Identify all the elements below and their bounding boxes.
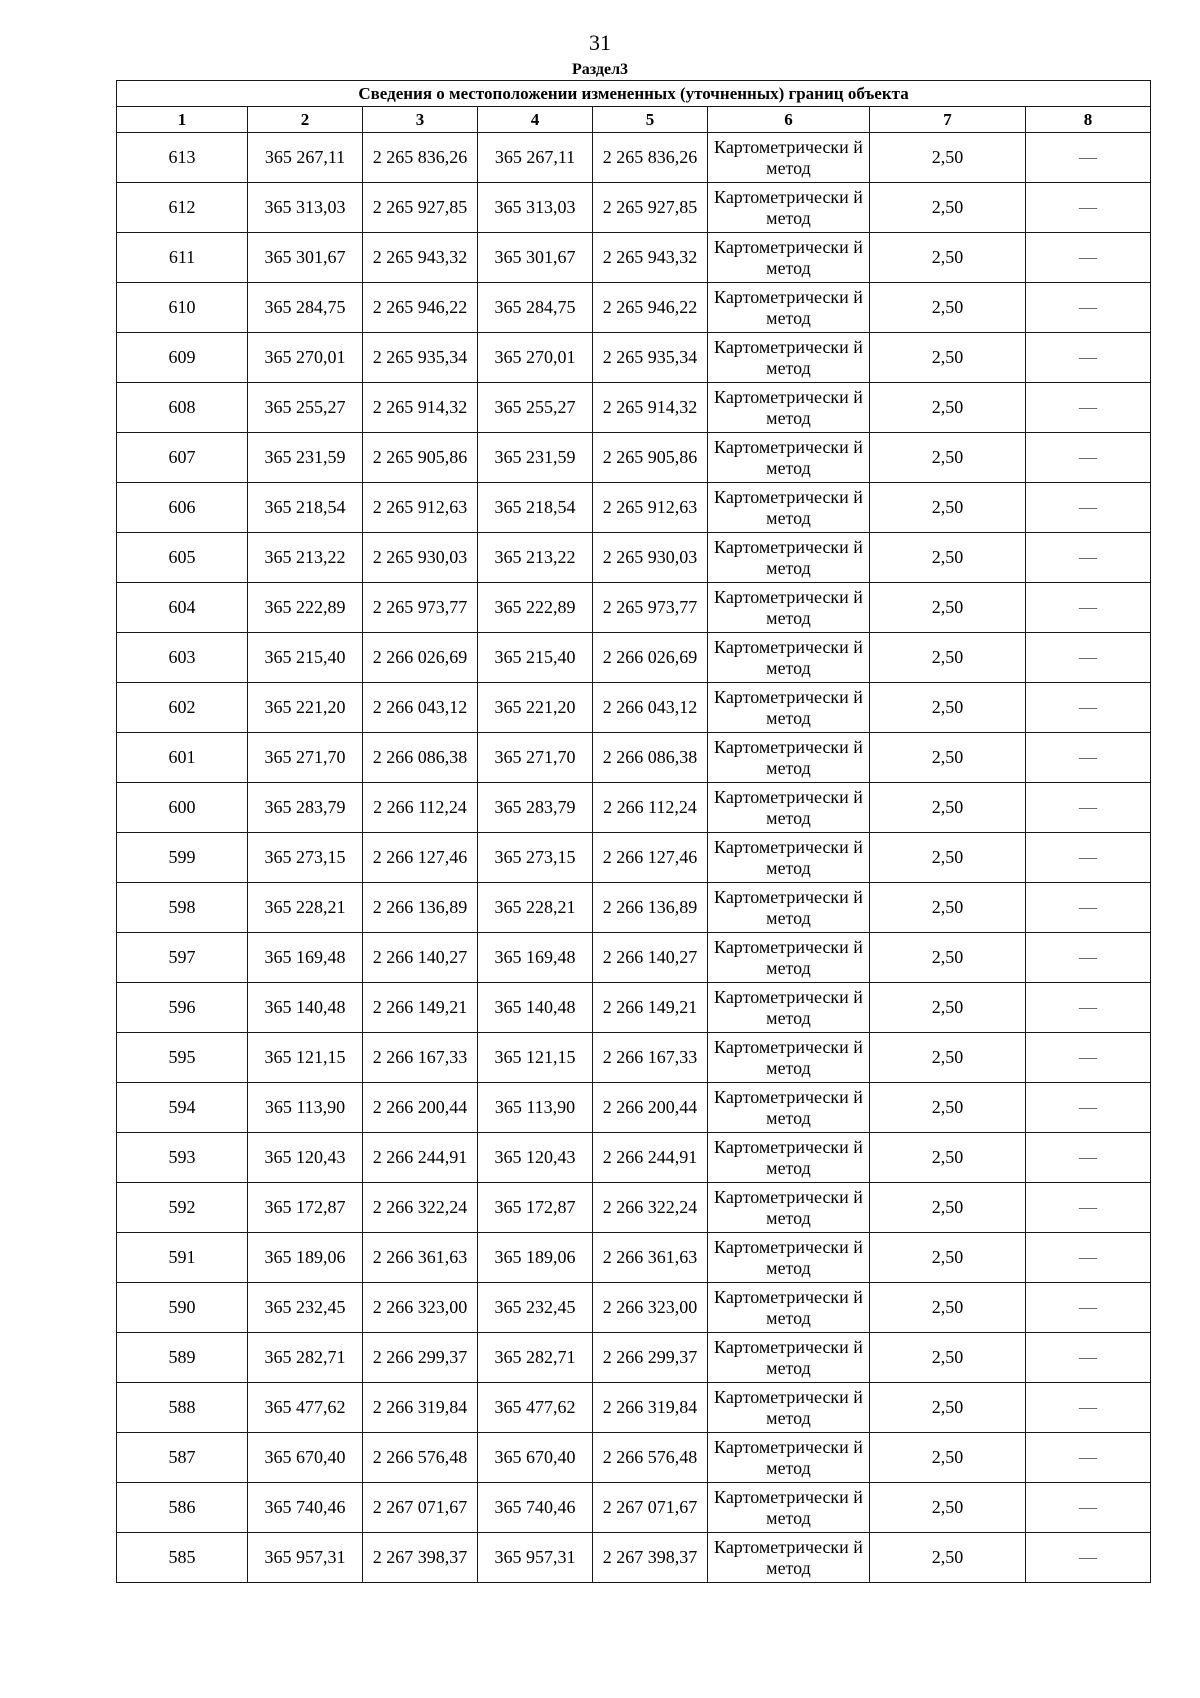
y-refined-cell: 2 265 973,77 — [593, 583, 708, 633]
table-title: Сведения о местоположении измененных (уточненных) границ объекта — [117, 81, 1151, 107]
method-cell: Картометрически й метод — [708, 133, 870, 183]
x-existing-cell: 365 273,15 — [248, 833, 363, 883]
table-row — [117, 1233, 1151, 1283]
accuracy-cell: 2,50 — [870, 333, 1026, 383]
x-existing-cell: 365 140,48 — [248, 983, 363, 1033]
method-cell: Картометрически й метод — [708, 1183, 870, 1233]
x-refined-cell: 365 313,03 — [478, 183, 593, 233]
method-cell: Картометрически й метод — [708, 933, 870, 983]
x-refined-cell: 365 231,59 — [478, 433, 593, 483]
point-number-cell: 612 — [117, 183, 248, 233]
accuracy-cell: 2,50 — [870, 133, 1026, 183]
point-number-cell: 609 — [117, 333, 248, 383]
x-existing-cell: 365 267,11 — [248, 133, 363, 183]
accuracy-cell: 2,50 — [870, 583, 1026, 633]
y-existing-cell: 2 266 167,33 — [363, 1033, 478, 1083]
method-cell: Картометрически й метод — [708, 1083, 870, 1133]
x-existing-cell: 365 670,40 — [248, 1433, 363, 1483]
y-refined-cell: 2 265 927,85 — [593, 183, 708, 233]
method-cell: Картометрически й метод — [708, 183, 870, 233]
description-cell: — — [1026, 533, 1151, 583]
description-cell: — — [1026, 433, 1151, 483]
description-cell: — — [1026, 733, 1151, 783]
accuracy-cell: 2,50 — [870, 1483, 1026, 1533]
method-cell: Картометрически й метод — [708, 433, 870, 483]
point-number-cell: 603 — [117, 633, 248, 683]
table-row — [117, 1533, 1151, 1583]
table-row — [117, 283, 1151, 333]
x-existing-cell: 365 232,45 — [248, 1283, 363, 1333]
point-number-cell: 587 — [117, 1433, 248, 1483]
y-refined-cell: 2 266 127,46 — [593, 833, 708, 883]
method-cell: Картометрически й метод — [708, 1483, 870, 1533]
table-row — [117, 633, 1151, 683]
table-row — [117, 383, 1151, 433]
accuracy-cell: 2,50 — [870, 233, 1026, 283]
accuracy-cell: 2,50 — [870, 1283, 1026, 1333]
method-cell: Картометрически й метод — [708, 583, 870, 633]
x-existing-cell: 365 301,67 — [248, 233, 363, 283]
accuracy-cell: 2,50 — [870, 883, 1026, 933]
accuracy-cell: 2,50 — [870, 1133, 1026, 1183]
accuracy-cell: 2,50 — [870, 1183, 1026, 1233]
description-cell: — — [1026, 383, 1151, 433]
y-existing-cell: 2 265 930,03 — [363, 533, 478, 583]
point-number-cell: 597 — [117, 933, 248, 983]
y-refined-cell: 2 266 140,27 — [593, 933, 708, 983]
method-cell: Картометрически й метод — [708, 483, 870, 533]
point-number-cell: 610 — [117, 283, 248, 333]
point-number-cell: 596 — [117, 983, 248, 1033]
x-existing-cell: 365 121,15 — [248, 1033, 363, 1083]
table-row — [117, 833, 1151, 883]
method-cell: Картометрически й метод — [708, 1283, 870, 1333]
column-number: 7 — [870, 107, 1026, 133]
y-existing-cell: 2 266 112,24 — [363, 783, 478, 833]
x-refined-cell: 365 172,87 — [478, 1183, 593, 1233]
description-cell: — — [1026, 1133, 1151, 1183]
point-number-cell: 605 — [117, 533, 248, 583]
point-number-cell: 613 — [117, 133, 248, 183]
point-number-cell: 608 — [117, 383, 248, 433]
method-cell: Картометрически й метод — [708, 1133, 870, 1183]
x-existing-cell: 365 271,70 — [248, 733, 363, 783]
method-cell: Картометрически й метод — [708, 983, 870, 1033]
description-cell: — — [1026, 683, 1151, 733]
table-row — [117, 1483, 1151, 1533]
column-number-row — [117, 107, 1151, 133]
x-refined-cell: 365 113,90 — [478, 1083, 593, 1133]
accuracy-cell: 2,50 — [870, 1083, 1026, 1133]
x-existing-cell: 365 169,48 — [248, 933, 363, 983]
description-cell: — — [1026, 1333, 1151, 1383]
description-cell: — — [1026, 333, 1151, 383]
point-number-cell: 595 — [117, 1033, 248, 1083]
column-number: 2 — [248, 107, 363, 133]
table-row — [117, 583, 1151, 633]
accuracy-cell: 2,50 — [870, 983, 1026, 1033]
point-number-cell: 594 — [117, 1083, 248, 1133]
y-existing-cell: 2 265 943,32 — [363, 233, 478, 283]
method-cell: Картометрически й метод — [708, 283, 870, 333]
description-cell: — — [1026, 233, 1151, 283]
x-existing-cell: 365 228,21 — [248, 883, 363, 933]
x-refined-cell: 365 273,15 — [478, 833, 593, 883]
point-number-cell: 602 — [117, 683, 248, 733]
accuracy-cell: 2,50 — [870, 1433, 1026, 1483]
x-existing-cell: 365 215,40 — [248, 633, 363, 683]
accuracy-cell: 2,50 — [870, 683, 1026, 733]
y-existing-cell: 2 266 244,91 — [363, 1133, 478, 1183]
method-cell: Картометрически й метод — [708, 633, 870, 683]
table-row — [117, 333, 1151, 383]
y-existing-cell: 2 266 149,21 — [363, 983, 478, 1033]
y-existing-cell: 2 267 071,67 — [363, 1483, 478, 1533]
y-existing-cell: 2 265 935,34 — [363, 333, 478, 383]
description-cell: — — [1026, 283, 1151, 333]
y-existing-cell: 2 265 905,86 — [363, 433, 478, 483]
y-refined-cell: 2 266 086,38 — [593, 733, 708, 783]
y-refined-cell: 2 266 200,44 — [593, 1083, 708, 1133]
y-existing-cell: 2 266 323,00 — [363, 1283, 478, 1333]
description-cell: — — [1026, 983, 1151, 1033]
x-refined-cell: 365 283,79 — [478, 783, 593, 833]
accuracy-cell: 2,50 — [870, 183, 1026, 233]
y-refined-cell: 2 266 043,12 — [593, 683, 708, 733]
y-existing-cell: 2 265 946,22 — [363, 283, 478, 333]
table-row — [117, 133, 1151, 183]
y-refined-cell: 2 265 905,86 — [593, 433, 708, 483]
y-refined-cell: 2 266 167,33 — [593, 1033, 708, 1083]
y-refined-cell: 2 266 244,91 — [593, 1133, 708, 1183]
y-existing-cell: 2 266 043,12 — [363, 683, 478, 733]
accuracy-cell: 2,50 — [870, 1033, 1026, 1083]
table-row — [117, 1283, 1151, 1333]
y-existing-cell: 2 266 319,84 — [363, 1383, 478, 1433]
accuracy-cell: 2,50 — [870, 783, 1026, 833]
y-refined-cell: 2 266 322,24 — [593, 1183, 708, 1233]
accuracy-cell: 2,50 — [870, 1383, 1026, 1433]
y-refined-cell: 2 266 136,89 — [593, 883, 708, 933]
accuracy-cell: 2,50 — [870, 383, 1026, 433]
column-number: 4 — [478, 107, 593, 133]
point-number-cell: 604 — [117, 583, 248, 633]
x-refined-cell: 365 271,70 — [478, 733, 593, 783]
table-body — [117, 133, 1151, 1583]
y-refined-cell: 2 266 299,37 — [593, 1333, 708, 1383]
x-refined-cell: 365 228,21 — [478, 883, 593, 933]
description-cell: — — [1026, 1033, 1151, 1083]
method-cell: Картометрически й метод — [708, 683, 870, 733]
x-existing-cell: 365 477,62 — [248, 1383, 363, 1433]
x-existing-cell: 365 270,01 — [248, 333, 363, 383]
description-cell: — — [1026, 1233, 1151, 1283]
y-existing-cell: 2 265 914,32 — [363, 383, 478, 433]
description-cell: — — [1026, 933, 1151, 983]
description-cell: — — [1026, 483, 1151, 533]
accuracy-cell: 2,50 — [870, 533, 1026, 583]
table-row — [117, 1133, 1151, 1183]
x-existing-cell: 365 221,20 — [248, 683, 363, 733]
table-row — [117, 1433, 1151, 1483]
description-cell: — — [1026, 1283, 1151, 1333]
table-row — [117, 683, 1151, 733]
x-existing-cell: 365 172,87 — [248, 1183, 363, 1233]
x-existing-cell: 365 284,75 — [248, 283, 363, 333]
point-number-cell: 589 — [117, 1333, 248, 1383]
accuracy-cell: 2,50 — [870, 633, 1026, 683]
description-cell: — — [1026, 833, 1151, 883]
point-number-cell: 591 — [117, 1233, 248, 1283]
x-refined-cell: 365 213,22 — [478, 533, 593, 583]
y-existing-cell: 2 266 026,69 — [363, 633, 478, 683]
x-refined-cell: 365 267,11 — [478, 133, 593, 183]
y-existing-cell: 2 266 200,44 — [363, 1083, 478, 1133]
point-number-cell: 593 — [117, 1133, 248, 1183]
y-existing-cell: 2 266 127,46 — [363, 833, 478, 883]
column-number: 5 — [593, 107, 708, 133]
column-number: 1 — [117, 107, 248, 133]
description-cell: — — [1026, 1533, 1151, 1583]
table-row — [117, 1183, 1151, 1233]
description-cell: — — [1026, 1483, 1151, 1533]
y-refined-cell: 2 265 912,63 — [593, 483, 708, 533]
accuracy-cell: 2,50 — [870, 283, 1026, 333]
table-row — [117, 433, 1151, 483]
y-existing-cell: 2 266 576,48 — [363, 1433, 478, 1483]
description-cell: — — [1026, 1183, 1151, 1233]
y-existing-cell: 2 266 140,27 — [363, 933, 478, 983]
table-row — [117, 183, 1151, 233]
y-refined-cell: 2 267 398,37 — [593, 1533, 708, 1583]
x-existing-cell: 365 740,46 — [248, 1483, 363, 1533]
description-cell: — — [1026, 183, 1151, 233]
description-cell: — — [1026, 633, 1151, 683]
column-number: 8 — [1026, 107, 1151, 133]
x-existing-cell: 365 189,06 — [248, 1233, 363, 1283]
x-refined-cell: 365 120,43 — [478, 1133, 593, 1183]
x-existing-cell: 365 283,79 — [248, 783, 363, 833]
x-refined-cell: 365 140,48 — [478, 983, 593, 1033]
point-number-cell: 598 — [117, 883, 248, 933]
column-number: 3 — [363, 107, 478, 133]
table-row — [117, 933, 1151, 983]
accuracy-cell: 2,50 — [870, 483, 1026, 533]
x-refined-cell: 365 740,46 — [478, 1483, 593, 1533]
table-row — [117, 1083, 1151, 1133]
x-existing-cell: 365 255,27 — [248, 383, 363, 433]
x-refined-cell: 365 270,01 — [478, 333, 593, 383]
accuracy-cell: 2,50 — [870, 933, 1026, 983]
y-existing-cell: 2 265 973,77 — [363, 583, 478, 633]
x-refined-cell: 365 169,48 — [478, 933, 593, 983]
description-cell: — — [1026, 133, 1151, 183]
description-cell: — — [1026, 583, 1151, 633]
accuracy-cell: 2,50 — [870, 1333, 1026, 1383]
point-number-cell: 607 — [117, 433, 248, 483]
accuracy-cell: 2,50 — [870, 733, 1026, 783]
y-existing-cell: 2 266 299,37 — [363, 1333, 478, 1383]
method-cell: Картометрически й метод — [708, 783, 870, 833]
y-refined-cell: 2 266 323,00 — [593, 1283, 708, 1333]
y-refined-cell: 2 265 914,32 — [593, 383, 708, 433]
y-refined-cell: 2 266 576,48 — [593, 1433, 708, 1483]
y-refined-cell: 2 266 361,63 — [593, 1233, 708, 1283]
table-row — [117, 1033, 1151, 1083]
table-row — [117, 1383, 1151, 1433]
x-existing-cell: 365 957,31 — [248, 1533, 363, 1583]
x-refined-cell: 365 222,89 — [478, 583, 593, 633]
point-number-cell: 585 — [117, 1533, 248, 1583]
method-cell: Картометрически й метод — [708, 1333, 870, 1383]
method-cell: Картометрически й метод — [708, 883, 870, 933]
y-existing-cell: 2 266 136,89 — [363, 883, 478, 933]
table-row — [117, 883, 1151, 933]
y-refined-cell: 2 267 071,67 — [593, 1483, 708, 1533]
column-number: 6 — [708, 107, 870, 133]
table-row — [117, 983, 1151, 1033]
x-refined-cell: 365 284,75 — [478, 283, 593, 333]
description-cell: — — [1026, 883, 1151, 933]
x-refined-cell: 365 255,27 — [478, 383, 593, 433]
y-existing-cell: 2 266 361,63 — [363, 1233, 478, 1283]
section-label: Раздел3 — [571, 61, 629, 78]
y-refined-cell: 2 265 930,03 — [593, 533, 708, 583]
x-existing-cell: 365 218,54 — [248, 483, 363, 533]
y-existing-cell: 2 265 836,26 — [363, 133, 478, 183]
method-cell: Картометрически й метод — [708, 1033, 870, 1083]
accuracy-cell: 2,50 — [870, 1533, 1026, 1583]
y-existing-cell: 2 266 322,24 — [363, 1183, 478, 1233]
x-refined-cell: 365 232,45 — [478, 1283, 593, 1333]
x-refined-cell: 365 221,20 — [478, 683, 593, 733]
x-existing-cell: 365 231,59 — [248, 433, 363, 483]
point-number-cell: 606 — [117, 483, 248, 533]
method-cell: Картометрически й метод — [708, 1233, 870, 1283]
point-number-cell: 599 — [117, 833, 248, 883]
point-number-cell: 601 — [117, 733, 248, 783]
x-existing-cell: 365 120,43 — [248, 1133, 363, 1183]
point-number-cell: 588 — [117, 1383, 248, 1433]
method-cell: Картометрически й метод — [708, 533, 870, 583]
y-refined-cell: 2 266 149,21 — [593, 983, 708, 1033]
x-refined-cell: 365 957,31 — [478, 1533, 593, 1583]
point-number-cell: 600 — [117, 783, 248, 833]
description-cell: — — [1026, 1083, 1151, 1133]
y-refined-cell: 2 266 319,84 — [593, 1383, 708, 1433]
y-refined-cell: 2 266 112,24 — [593, 783, 708, 833]
table-row — [117, 783, 1151, 833]
point-number-cell: 590 — [117, 1283, 248, 1333]
y-refined-cell: 2 265 946,22 — [593, 283, 708, 333]
x-refined-cell: 365 301,67 — [478, 233, 593, 283]
x-refined-cell: 365 282,71 — [478, 1333, 593, 1383]
y-refined-cell: 2 265 935,34 — [593, 333, 708, 383]
table-row — [117, 483, 1151, 533]
x-refined-cell: 365 670,40 — [478, 1433, 593, 1483]
accuracy-cell: 2,50 — [870, 1233, 1026, 1283]
description-cell: — — [1026, 1383, 1151, 1433]
y-existing-cell: 2 267 398,37 — [363, 1533, 478, 1583]
x-refined-cell: 365 121,15 — [478, 1033, 593, 1083]
x-refined-cell: 365 477,62 — [478, 1383, 593, 1433]
table-row — [117, 733, 1151, 783]
table-title-row — [117, 81, 1151, 107]
description-cell: — — [1026, 783, 1151, 833]
method-cell: Картометрически й метод — [708, 383, 870, 433]
x-existing-cell: 365 213,22 — [248, 533, 363, 583]
table-row — [117, 1333, 1151, 1383]
accuracy-cell: 2,50 — [870, 833, 1026, 883]
x-refined-cell: 365 215,40 — [478, 633, 593, 683]
method-cell: Картометрически й метод — [708, 733, 870, 783]
y-refined-cell: 2 266 026,69 — [593, 633, 708, 683]
coordinates-table — [116, 80, 1151, 1583]
description-cell: — — [1026, 1433, 1151, 1483]
x-refined-cell: 365 218,54 — [478, 483, 593, 533]
x-existing-cell: 365 313,03 — [248, 183, 363, 233]
y-existing-cell: 2 266 086,38 — [363, 733, 478, 783]
method-cell: Картометрически й метод — [708, 233, 870, 283]
x-existing-cell: 365 222,89 — [248, 583, 363, 633]
method-cell: Картометрически й метод — [708, 833, 870, 883]
y-refined-cell: 2 265 836,26 — [593, 133, 708, 183]
y-existing-cell: 2 265 927,85 — [363, 183, 478, 233]
point-number-cell: 611 — [117, 233, 248, 283]
accuracy-cell: 2,50 — [870, 433, 1026, 483]
y-existing-cell: 2 265 912,63 — [363, 483, 478, 533]
table-row — [117, 533, 1151, 583]
x-existing-cell: 365 113,90 — [248, 1083, 363, 1133]
method-cell: Картометрически й метод — [708, 1533, 870, 1583]
x-refined-cell: 365 189,06 — [478, 1233, 593, 1283]
method-cell: Картометрически й метод — [708, 333, 870, 383]
y-refined-cell: 2 265 943,32 — [593, 233, 708, 283]
point-number-cell: 586 — [117, 1483, 248, 1533]
page-number: 31 — [589, 30, 611, 55]
method-cell: Картометрически й метод — [708, 1383, 870, 1433]
method-cell: Картометрически й метод — [708, 1433, 870, 1483]
point-number-cell: 592 — [117, 1183, 248, 1233]
table-row — [117, 233, 1151, 283]
x-existing-cell: 365 282,71 — [248, 1333, 363, 1383]
